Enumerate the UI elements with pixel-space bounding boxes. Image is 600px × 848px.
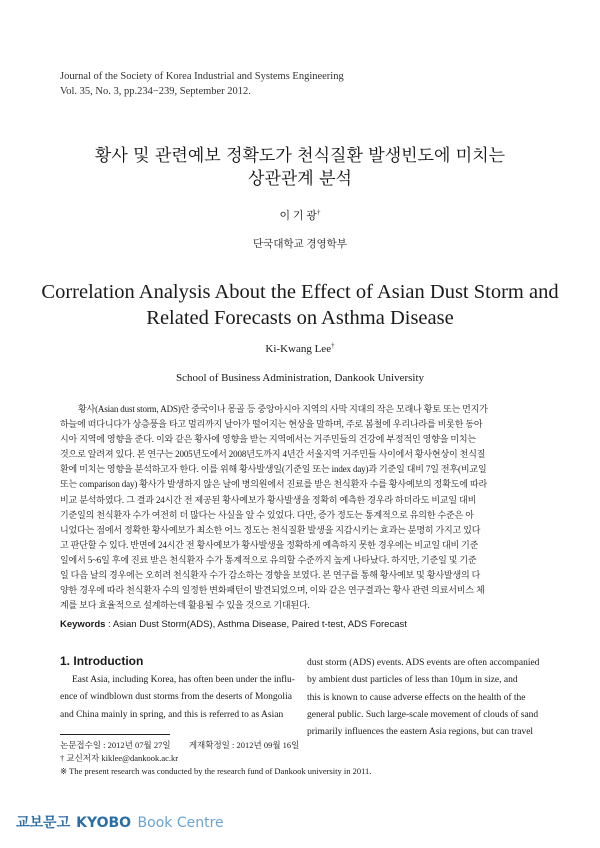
footnote-funding <box>60 765 371 778</box>
abstract-line: 니었다는 점에서 정확한 황사예보가 최소한 어느 정도는 천식질환 발생을 지감시키는 효과는 분명히 가지고 있다 <box>60 524 481 535</box>
left-column <box>60 672 296 724</box>
logo-korean: 교보문고 <box>16 815 71 831</box>
korean-author <box>0 207 600 223</box>
footnote-corresponding <box>60 752 371 765</box>
korean-affiliation: 단국대학교 경영학부 <box>253 239 347 250</box>
abstract-line: 양한 경우에 따라 천식환자 수의 일정한 변화패턴이 발견되었으며, 이와 같은 연구결과는 황사 관련 의료서비스 체 <box>60 585 485 596</box>
logo-kyobo: KYOBO <box>76 815 132 831</box>
abstract-line: 시아 지역에 영향을 준다. 이와 같은 황사에 영향을 받는 지역에서는 거주민들의 건강에 부정적인 영향을 미치는 <box>60 434 476 445</box>
abstract-line: 것으로 알려져 있다. 본 연구는 2005년도에서 2008년도까지 4년간 서울지역 거주민들 사이에서 황사현상이 천식질 <box>60 449 486 460</box>
abstract-line: 황사(Asian dust storm, ADS)란 중국이나 몽골 등 중앙아시아 지역의 사막 지대의 작은 모래나 황토 또는 먼지가 <box>78 404 488 414</box>
accepted-label: 게재확정일 : <box>188 740 237 750</box>
english-title-line2: Related Forecasts on Asthma Disease <box>146 307 454 329</box>
right-column <box>307 655 543 741</box>
corresponding-mark: † <box>60 753 65 763</box>
body-line: ence of windblown dust storms from the deserts of Mongolia <box>60 692 292 703</box>
section-number: 1. <box>60 654 71 668</box>
logo-book-centre: Book Centre <box>137 815 224 831</box>
abstract-line: 일에서 5~6일 후에 진료 받은 천식환자 수가 통계적으로 유의할 수준까지 높게 나타났다. 하지만, 기준일 및 기준 <box>60 554 477 565</box>
journal-volume: Vol. 35, No. 3, pp.234−239, September 2012. <box>60 85 251 97</box>
body-line: general public. Such large-scale movement of clouds of sand <box>307 709 539 720</box>
keywords-text: Asian Dust Storm(ADS), Asthma Disease, Paired t-test, ADS Forecast <box>112 619 407 630</box>
journal-header <box>60 70 344 99</box>
accepted-date: 2012년 09월 16일 <box>236 740 300 750</box>
abstract <box>60 402 542 613</box>
body-line: this is known to cause adverse effects on the health of the <box>307 692 526 703</box>
section-heading <box>60 654 143 668</box>
korean-author-name: 이 기 광 <box>279 210 317 222</box>
section-title: Introduction <box>73 654 144 668</box>
abstract-line: 환에 미치는 영향을 분석하고자 한다. 이를 위해 황사발생일(기준일 또는 index day)과 기준일 대비 7일 전후(비교일 <box>60 464 487 475</box>
body-line: and China mainly in spring, and this is referred to as Asian <box>60 709 284 720</box>
funding-text: The present research was conducted by the research fund of Dankook university in 2011. <box>67 766 372 776</box>
kyobo-logo <box>16 812 224 832</box>
abstract-line: 고 판단할 수 있다. 반면에 24시간 전 황사예보가 황사발생을 정확하게 예측하지 못한 경우에는 비교일 대비 기준 <box>60 539 479 550</box>
english-author-mark: † <box>331 341 335 350</box>
english-title-line1: Correlation Analysis About the Effect of Asian Dust Storm and <box>41 281 559 303</box>
abstract-line: 계를 보다 효율적으로 설계하는데 활용될 수 있을 것으로 기대된다. <box>60 600 310 611</box>
korean-title-line1: 황사 및 관련예보 정확도가 천식질환 발생빈도에 미치는 <box>94 146 506 166</box>
keywords <box>60 619 407 630</box>
corresponding-text: 교신저자 kiklee@dankook.ac.kr <box>64 753 179 763</box>
body-line: primarily influences the eastern Asia regions, but can travel <box>307 727 534 738</box>
abstract-line: 기준일의 천식환자 수가 여전히 더 많다는 사실을 알 수 있었다. 다만, 증가 정도는 통계적으로 유의한 수준은 아 <box>60 509 474 520</box>
body-line: by ambient dust particles of less than 10μm in size, and <box>307 675 518 686</box>
keywords-label: Keywords <box>60 619 106 630</box>
abstract-line: 일 다음 날의 경우에는 오히려 천식환자 수가 감소하는 경향을 보였다. 본 연구를 통해 황사예보 및 황사발생의 다 <box>60 570 481 581</box>
english-author <box>0 343 600 355</box>
body-line: dust storm (ADS) events. ADS events are often accompanied <box>307 658 540 668</box>
abstract-line: 또는 comparison day) 황사가 발생하지 않은 날에 병의원에서 진료를 받은 천식환자 수를 황사예보의 정확도에 따라 <box>60 479 488 490</box>
keywords-separator: : <box>105 619 113 630</box>
received-date: 2012년 07월 27일 <box>107 740 171 750</box>
footnotes <box>60 739 371 778</box>
english-title <box>0 279 600 331</box>
body-line: East Asia, including Korea, has often been under the influ- <box>72 675 295 685</box>
footnote-dates <box>60 739 371 752</box>
korean-title-line2: 상관관계 분석 <box>248 169 352 189</box>
abstract-line: 비교 분석하였다. 그 결과 24시간 전 제공된 황사예보가 황사발생을 정확히 예측한 경우라 하더라도 비교일 대비 <box>60 494 477 505</box>
journal-name: Journal of the Society of Korea Industrial and Systems Engineering <box>60 71 344 82</box>
footnote-rule <box>60 734 170 735</box>
korean-author-mark: † <box>316 208 321 217</box>
english-author-name: Ki-Kwang Lee <box>265 343 332 355</box>
abstract-line: 하늘에 떠다니다가 상층풍을 타고 멀리까지 날아가 떨어지는 현상을 말하며, 주로 봄철에 우리나라를 비롯한 동아 <box>60 419 483 430</box>
received-label: 논문접수일 : <box>60 740 108 750</box>
korean-title <box>0 145 600 191</box>
english-affiliation: School of Business Administration, Dankook University <box>175 372 425 384</box>
funding-mark: ※ <box>60 766 68 776</box>
